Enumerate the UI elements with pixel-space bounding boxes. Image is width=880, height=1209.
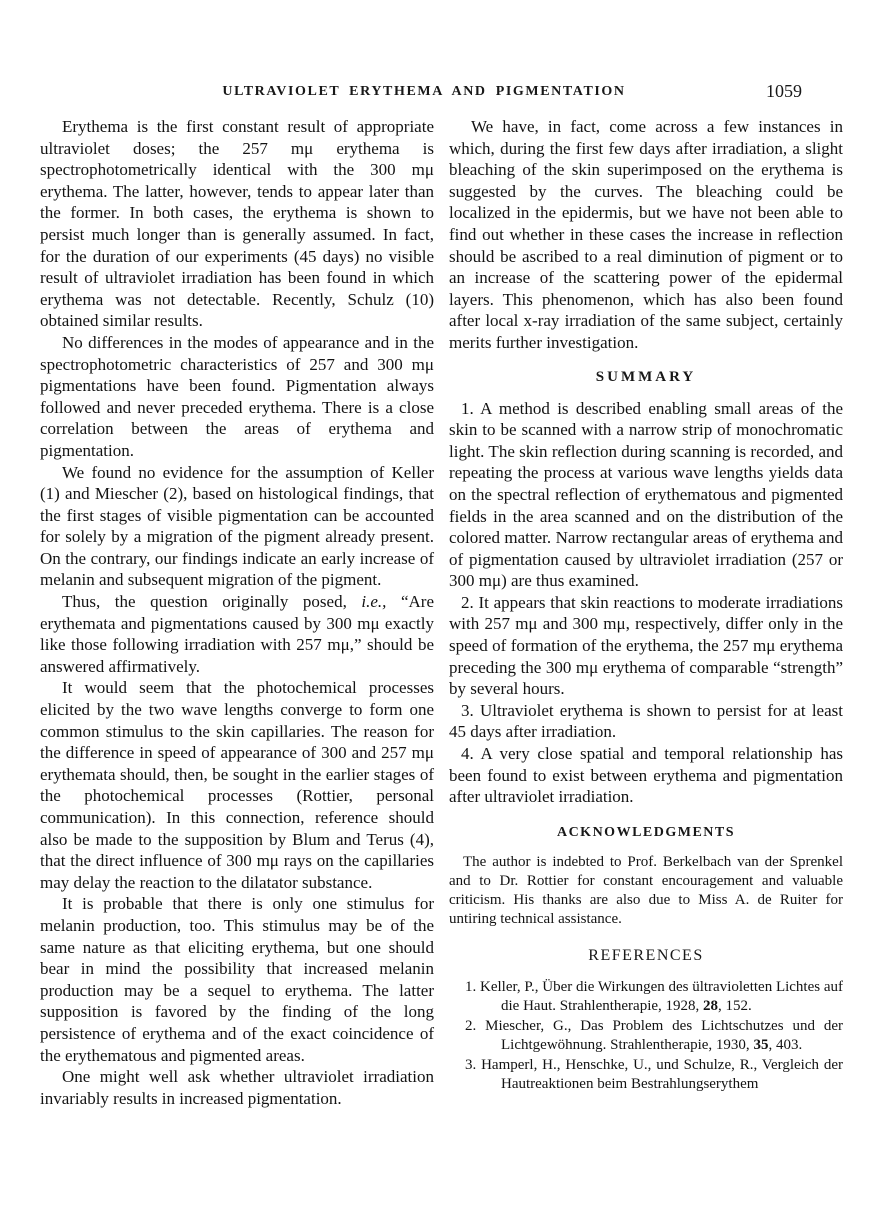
reference-item: 3. Hamperl, H., Henschke, U., und Schulze, R., Vergleich der Hautreaktionen beim Bestrahlungserythem <box>465 1056 843 1093</box>
paragraph-text: Thus, the question originally posed, <box>62 592 362 612</box>
summary-heading: SUMMARY <box>595 368 697 385</box>
reference-item <box>465 978 843 1017</box>
paragraph <box>40 591 434 677</box>
right-column <box>449 116 843 1109</box>
references-heading: REFERENCES <box>588 946 704 964</box>
paragraph: One might well ask whether ultraviolet irradiation invariably results in increased pigmentation. <box>40 1067 434 1108</box>
summary-item: 3. Ultraviolet erythema is shown to persist for at least 45 days after irradiation. <box>449 700 843 742</box>
latin-abbreviation: i.e., <box>361 592 387 612</box>
running-title: ULTRAVIOLET ERYTHEMA AND PIGMENTATION <box>222 84 626 99</box>
running-head <box>0 81 880 106</box>
left-column <box>40 116 434 1109</box>
reference-text: 2. Miescher, G., Das Problem des Lichtschutzes und der Lichtgewöhnung. Strahlentherapie, 1930, <box>465 1017 843 1054</box>
paragraph: No differences in the modes of appearance and in the spectrophotometric characteristics of 257 and 300 mμ pigmentations have been found. Pigmentation always followed and never preceded erythema. There is a close correlation between the areas of erythema and pigmentation. <box>40 332 434 460</box>
reference-volume: 28 <box>703 998 719 1015</box>
summary-item: 2. It appears that skin reactions to moderate irradiations with 257 mμ and 300 mμ, respectively, differ only in the speed of formation of the erythema, the 257 mμ erythema preceding the 300 mμ erythema of comparable “strength” by several hours. <box>449 592 843 699</box>
page-number: 1059 <box>766 81 802 101</box>
paragraph: It would seem that the photochemical processes elicited by the two wave lengths converge to form one common stimulus to the skin capillaries. The reason for the difference in speed of appearance of 300 and 257 mμ erythemata should, then, be sought in the earlier stages of the photochemical processes (Rottier, personal communication). In this connection, reference should also be made to the supposition by Blum and Terus (4), that the direct influence of 300 mμ rays on the capillaries may delay the reaction to the dilatator substance. <box>40 678 434 892</box>
paragraph: We have, in fact, come across a few instances in which, during the first few days after irradiation, a slight bleaching of the skin superimposed on the erythema is suggested by the curves. The bleaching could be localized in the epidermis, but we have not been able to find out whether in these cases the increase in reflection should be ascribed to a real diminution of pigment or to an increase of the scattering power of the epidermal layers. This phenomenon, which has also been found after local x-ray irradiation of the same subject, certainly merits further investigation. <box>449 117 843 352</box>
acknowledgments-text: The author is indebted to Prof. Berkelbach van der Sprenkel and to Dr. Rottier for constant encouragement and valuable criticism. His thanks are also due to Miss A. de Ruiter for untiring technical assistance. <box>449 853 843 927</box>
reference-text: 1. Keller, P., Über die Wirkungen des ültravioletten Lichtes auf die Haut. Strahlentherapie, 1928, <box>465 978 843 1015</box>
paragraph: Erythema is the first constant result of appropriate ultraviolet doses; the 257 mμ erythema is spectrophotometrically identical with the 300 mμ erythema. The latter, however, tends to appear later than the former. In both cases, the erythema is shown to persist much longer than is generally assumed. In fact, for the duration of our experiments (45 days) no visible result of ultraviolet irradiation has been found in which erythema was not detectable. Recently, Schulz (10) obtained similar results. <box>40 117 434 331</box>
reference-volume: 35 <box>753 1037 769 1054</box>
reference-text: , 152. <box>718 998 752 1015</box>
summary-item: 1. A method is described enabling small areas of the skin to be scanned with a narrow strip of monochromatic light. The skin reflection during scanning is recorded, and repeating the process at various wave lengths yields data on the spectral reflection of erythematous and pigmented fields in the area scanned and on the distribution of the colored matter. Narrow rectangular areas of erythema and of pigmentation caused by ultraviolet irradiation (257 or 300 mμ) are thus examined. <box>449 398 843 591</box>
summary-item: 4. A very close spatial and temporal relationship has been found to exist between erythema and pigmentation after ultraviolet irradiation. <box>449 744 843 807</box>
reference-item <box>465 1017 843 1056</box>
two-column-body <box>40 116 843 1109</box>
paragraph-text: “Are erythemata and pigmentations caused by 300 mμ exactly like those following irradiation with 257 mμ,” should be answered affirmatively. <box>40 592 435 676</box>
paragraph: It is probable that there is only one stimulus for melanin production, too. This stimulus may be of the same nature as that eliciting erythema, but one should bear in mind the possibility that increased melanin production may be a sequel to erythema. The latter supposition is favored by the finding of the long persistence of erythema and of the exact coincidence of the erythematous and pigmented areas. <box>40 894 434 1065</box>
reference-text: , 403. <box>768 1037 803 1054</box>
paragraph: We found no evidence for the assumption of Keller (1) and Miescher (2), based on histological findings, that the first stages of visible pigmentation can be accounted for solely by a migration of the pigment already present. On the contrary, our findings indicate an early increase of melanin and subsequent migration of the pigment. <box>40 462 434 590</box>
acknowledgments-heading: ACKNOWLEDGMENTS <box>556 824 736 840</box>
